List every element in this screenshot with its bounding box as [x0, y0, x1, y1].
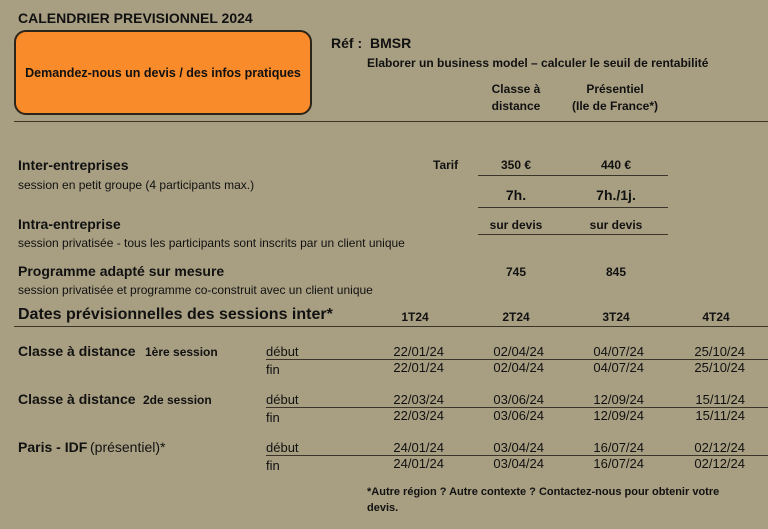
date-debut: 24/01/24	[393, 440, 444, 455]
sur-mesure-presentiel: 845	[605, 265, 627, 279]
session-sub: 1ère session	[145, 345, 218, 359]
date-debut: 03/06/24	[493, 392, 544, 407]
date-fin: 24/01/24	[393, 456, 444, 471]
quarter-header: 3T24	[602, 310, 630, 324]
date-debut: 16/07/24	[593, 440, 644, 455]
date-debut: 03/04/24	[493, 440, 544, 455]
sur-mesure-desc: session privatisée et programme co-construit avec un client unique	[18, 283, 373, 297]
tarif-label: Tarif	[433, 158, 459, 172]
date-debut: 02/04/24	[493, 344, 544, 359]
fin-label: fin	[266, 458, 280, 473]
date-fin: 03/06/24	[493, 408, 544, 423]
debut-label: début	[266, 440, 299, 455]
date-fin: 25/10/24	[694, 360, 745, 375]
col-distance-line2: distance	[491, 99, 541, 113]
quarter-header: 2T24	[502, 310, 530, 324]
course-title: Elaborer un business model – calculer le seuil de rentabilité	[367, 56, 709, 70]
date-debut: 25/10/24	[694, 344, 745, 359]
date-fin: 04/07/24	[593, 360, 644, 375]
inter-price-distance: 350 €	[500, 158, 532, 172]
ref-code: BMSR	[370, 35, 412, 51]
ref-label: Réf :	[331, 35, 363, 51]
dates-heading: Dates prévisionnelles des sessions inter*	[18, 306, 333, 323]
page-title: CALENDRIER PREVISIONNEL 2024	[18, 10, 253, 26]
quarter-header: 1T24	[401, 310, 429, 324]
session-sub: 2de session	[143, 393, 212, 407]
session-name: Paris - IDF	[18, 439, 88, 455]
session-name: Classe à distance	[18, 391, 136, 407]
sur-mesure-title: Programme adapté sur mesure	[18, 263, 225, 279]
date-fin: 16/07/24	[593, 456, 644, 471]
inter-price-presentiel: 440 €	[600, 158, 632, 172]
session-sub: (présentiel)*	[90, 439, 166, 455]
date-debut: 22/01/24	[393, 344, 444, 359]
intra-divider	[478, 234, 668, 235]
request-quote-button[interactable]: Demandez-nous un devis / des infos pratiques	[14, 30, 312, 115]
inter-duration-distance: 7h.	[505, 187, 527, 203]
col-distance-line1: Classe à	[491, 82, 541, 96]
intra-presentiel: sur devis	[589, 218, 643, 232]
debut-label: début	[266, 392, 299, 407]
date-fin: 12/09/24	[593, 408, 644, 423]
header-divider	[14, 121, 768, 122]
price-divider	[478, 175, 668, 176]
date-fin: 22/03/24	[393, 408, 444, 423]
date-debut: 15/11/24	[695, 392, 745, 407]
dates-divider	[14, 326, 768, 327]
date-fin: 02/04/24	[493, 360, 544, 375]
footnote: devis.	[367, 502, 399, 514]
debut-label: début	[266, 344, 299, 359]
intra-title: Intra-entreprise	[18, 216, 121, 232]
intra-desc: session privatisée - tous les participants sont inscrits par un client unique	[18, 236, 405, 250]
date-debut: 02/12/24	[694, 440, 745, 455]
date-debut: 12/09/24	[593, 392, 644, 407]
date-fin: 22/01/24	[393, 360, 444, 375]
inter-duration-presentiel: 7h./1j.	[596, 187, 636, 203]
date-fin: 02/12/24	[694, 456, 745, 471]
inter-desc: session en petit groupe (4 participants max.)	[18, 178, 255, 192]
footnote: *Autre région ? Autre contexte ? Contactez-nous pour obtenir votre	[367, 486, 720, 498]
session-name: Classe à distance	[18, 343, 136, 359]
intra-distance: sur devis	[489, 218, 543, 232]
date-fin: 03/04/24	[493, 456, 544, 471]
sur-mesure-distance: 745	[505, 265, 527, 279]
date-debut: 22/03/24	[393, 392, 444, 407]
duration-divider	[478, 207, 668, 208]
col-presentiel-line1: Présentiel	[586, 82, 644, 96]
fin-label: fin	[266, 410, 280, 425]
date-debut: 04/07/24	[593, 344, 644, 359]
col-presentiel-line2: (Ile de France*)	[571, 99, 659, 113]
fin-label: fin	[266, 362, 280, 377]
quarter-header: 4T24	[702, 310, 730, 324]
inter-title: Inter-entreprises	[18, 157, 129, 173]
date-fin: 15/11/24	[695, 408, 745, 423]
